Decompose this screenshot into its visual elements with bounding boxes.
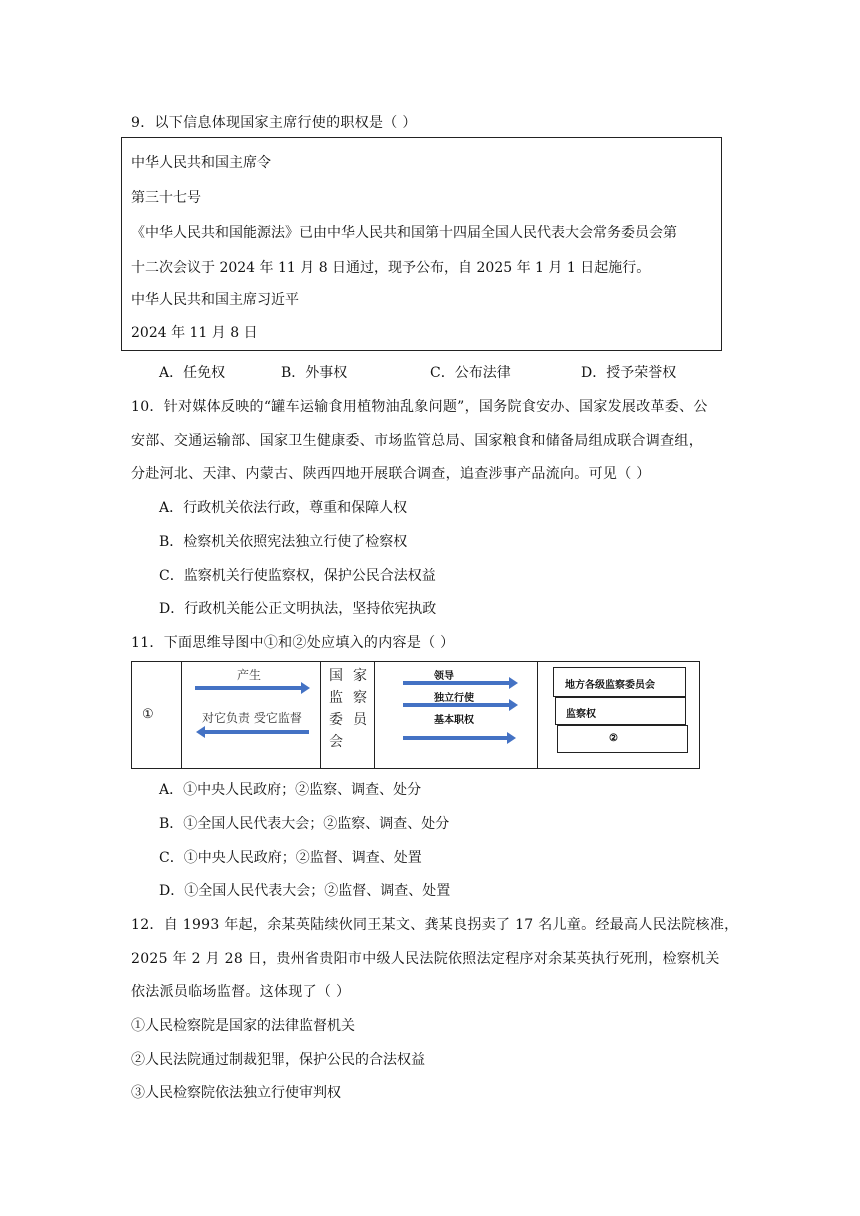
center-char: 国 xyxy=(329,668,343,684)
blank-1-label: ① xyxy=(142,707,154,722)
center-char: 监 xyxy=(329,690,343,706)
center-char: 员 xyxy=(353,712,367,728)
q10-line: 分赴河北、天津、内蒙古、陕西四地开展联合调查，追查涉事产品流向。可见（ ） xyxy=(131,466,651,482)
q12-line: 依法派员临场监督。这体现了（ ） xyxy=(131,984,351,1000)
arrowhead-icon xyxy=(196,726,205,738)
q10-line: 安部、交通运输部、国家卫生健康委、市场监管总局、国家粮食和储备局组成联合调查组， xyxy=(131,433,703,449)
q9-option-a[interactable]: A．任免权 xyxy=(159,365,226,381)
q12-line: 2025 年 2 月 28 日，贵州省贵阳市中级人民法院依照法定程序对余某英执行死刑，检察机关 xyxy=(131,951,720,967)
q11-mind-map xyxy=(131,661,700,769)
q11-option-a[interactable]: A．①中央人民政府；②监察、调查、处分 xyxy=(159,782,422,798)
decree-line: 2024 年 11 月 8 日 xyxy=(131,325,258,341)
q9-option-c[interactable]: C．公布法律 xyxy=(430,365,511,381)
box-supervision-power-label: 监察权 xyxy=(566,709,596,720)
arrowhead-icon xyxy=(507,732,516,744)
decree-line: 第三十七号 xyxy=(131,190,201,206)
q9-option-b[interactable]: B．外事权 xyxy=(281,365,348,381)
q10-option-a[interactable]: A．行政机关依法行政，尊重和保障人权 xyxy=(159,500,408,516)
center-char: 委 xyxy=(329,712,343,728)
q12-statement-2: ②人民法院通过制裁犯罪，保护公民的合法权益 xyxy=(131,1052,425,1068)
box-blank-2 xyxy=(557,725,688,753)
box-local-commissions-label: 地方各级监察委员会 xyxy=(565,680,655,691)
q9-decree-box xyxy=(121,137,722,351)
center-char: 察 xyxy=(353,690,367,706)
q11-stem: 11．下面思维导图中①和②处应填入的内容是（ ） xyxy=(131,635,455,651)
q10-option-c[interactable]: C．监察机关行使监察权，保护公民合法权益 xyxy=(159,568,436,584)
arrow-label-lead: 领导 xyxy=(434,671,454,682)
decree-line: 《中华人民共和国能源法》已由中华人民共和国第十四届全国人民代表大会常务委员会第 xyxy=(131,225,677,241)
center-char: 家 xyxy=(353,668,367,684)
decree-line: 十二次会议于 2024 年 11 月 8 日通过，现予公布，自 2025 年 1 月 1 日起施行。 xyxy=(131,260,651,276)
arrow-label-responsible: 对它负责 受它监督 xyxy=(202,711,302,725)
q12-statement-1: ①人民检察院是国家的法律监督机关 xyxy=(131,1018,355,1034)
arrow-label-basic-power: 基本职权 xyxy=(434,715,474,726)
q9-option-d[interactable]: D．授予荣誉权 xyxy=(581,365,677,381)
q9-stem: 9．以下信息体现国家主席行使的职权是（ ） xyxy=(131,115,417,131)
blank-2-label: ② xyxy=(609,733,618,744)
arrowhead-icon xyxy=(509,677,518,689)
arrow-label-produce: 产生 xyxy=(237,668,262,682)
decree-line: 中华人民共和国主席习近平 xyxy=(131,292,299,308)
q12-line: 12．自 1993 年起，余某英陆续伙同王某文、龚某良拐卖了 17 名儿童。经最高人民法院核准， xyxy=(131,917,739,933)
q10-option-d[interactable]: D．行政机关能公正文明执法，坚持依宪执政 xyxy=(159,601,437,617)
center-char: 会 xyxy=(329,734,343,750)
arrowhead-icon xyxy=(509,699,518,711)
decree-line: 中华人民共和国主席令 xyxy=(131,155,271,171)
arrow-label-independent: 独立行使 xyxy=(434,693,474,704)
box-local-commissions xyxy=(553,667,686,697)
arrowhead-icon xyxy=(301,682,310,694)
q10-option-b[interactable]: B．检察机关依照宪法独立行使了检察权 xyxy=(159,534,408,550)
q11-option-c[interactable]: C．①中央人民政府；②监督、调查、处置 xyxy=(159,850,422,866)
q11-option-b[interactable]: B．①全国人民代表大会；②监察、调查、处分 xyxy=(159,816,450,832)
q12-statement-3: ③人民检察院依法独立行使审判权 xyxy=(131,1085,341,1101)
q11-option-d[interactable]: D．①全国人民代表大会；②监督、调查、处置 xyxy=(159,883,451,899)
q10-line: 10．针对媒体反映的“罐车运输食用植物油乱象问题”，国务院食安办、国家发展改革委、公 xyxy=(131,399,708,415)
box-supervision-power xyxy=(555,697,686,725)
